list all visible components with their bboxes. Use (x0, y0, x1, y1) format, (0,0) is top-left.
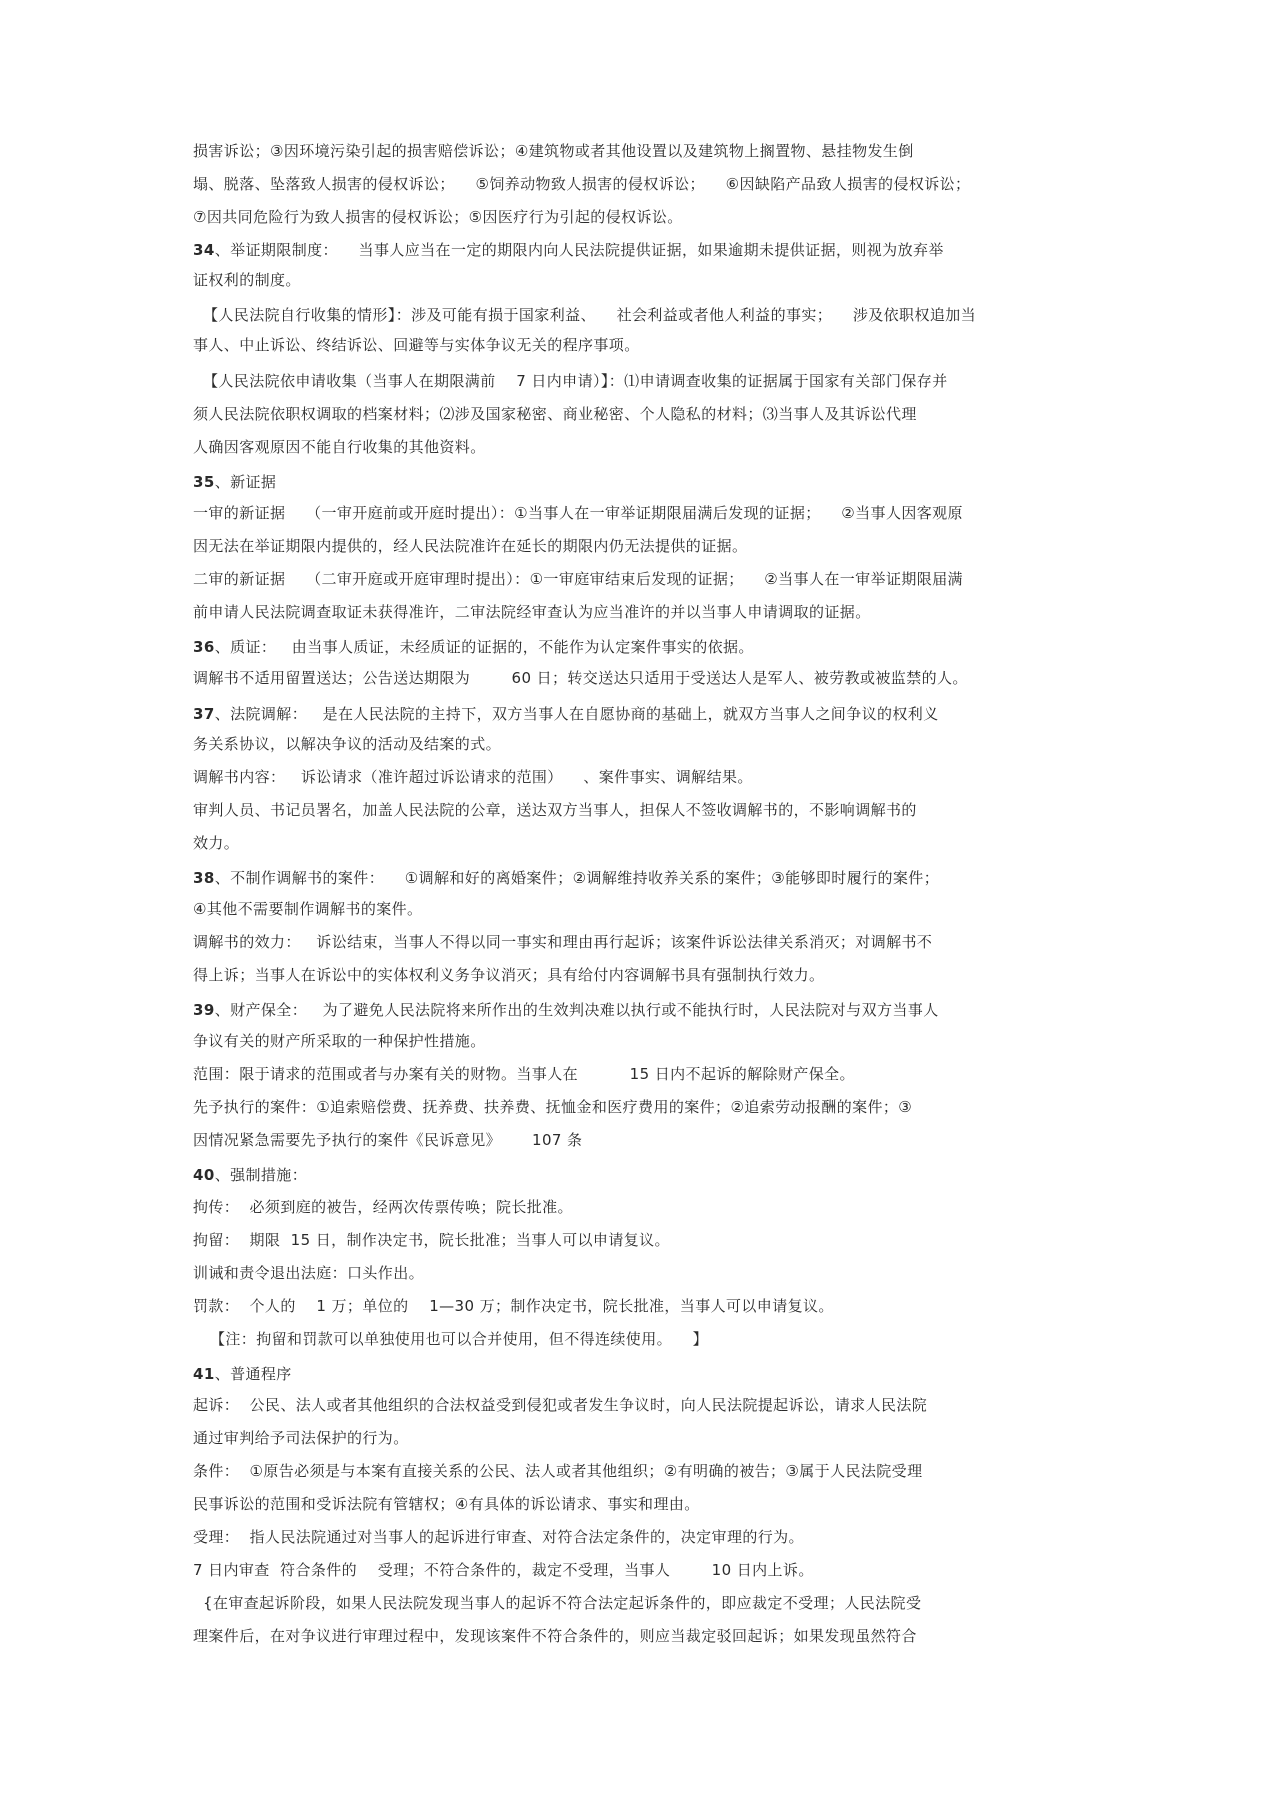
text-line: 损害诉讼；③因环境污染引起的损害赔偿诉讼；④建筑物或者其他设置以及建筑物上搁置物、悬挂物发生倒 (193, 142, 914, 160)
section-number: 40 (193, 1166, 215, 1184)
text-line: 调解书内容： 诉讼请求（准许超过诉讼请求的范围） 、案件事实、调解结果。 (193, 768, 753, 786)
text-line: 条件： ①原告必须是与本案有直接关系的公民、法人或者其他组织；②有明确的被告；③属于人民法院受理 (193, 1462, 923, 1480)
text-line: 拘传： 必须到庭的被告，经两次传票传唤；院长批准。 (193, 1198, 573, 1216)
text-line: 、不制作调解书的案件： ①调解和好的离婚案件；②调解维持收养关系的案件；③能够即时履行的案件； (214, 869, 940, 887)
text-line: 训诫和责令退出法庭：口头作出。 (193, 1264, 425, 1282)
text-line: 范围：限于请求的范围或者与办案有关的财物。当事人在 15 日内不起诉的解除财产保全。 (193, 1065, 855, 1083)
text-line: 民事诉讼的范围和受诉法院有管辖权；④有具体的诉讼请求、事实和理由。 (193, 1495, 700, 1513)
text-line: 人确因客观原因不能自行收集的其他资料。 (193, 438, 486, 456)
text-line: 、普通程序 (214, 1365, 292, 1383)
text-line: 【人民法院自行收集的情形】：涉及可能有损于国家利益、 社会利益或者他人利益的事实； 涉及依职权追加当 (203, 306, 977, 324)
text-line: 、财产保全： 为了避免人民法院将来所作出的生效判决难以执行或不能执行时，人民法院对与双方当事人 (214, 1001, 939, 1019)
text-line: 、举证期限制度： 当事人应当在一定的期限内向人民法院提供证据，如果逾期未提供证据，则视为放弃举 (214, 241, 944, 259)
text-line: 塌、脱落、坠落致人损害的侵权诉讼； ⑤饲养动物致人损害的侵权诉讼； ⑥因缺陷产品致人损害的侵权诉讼； (193, 175, 971, 193)
section-36 (193, 637, 754, 657)
section-41 (193, 1364, 292, 1384)
section-number: 37 (193, 705, 215, 723)
text-line: ④其他不需要制作调解书的案件。 (193, 900, 423, 918)
text-line: 一审的新证据 （一审开庭前或开庭时提出）：①当事人在一审举证期限届满后发现的证据； ②当事人因客观原 (193, 504, 963, 522)
section-34 (193, 240, 944, 260)
text-line: 事人、中止诉讼、终结诉讼、回避等与实体争议无关的程序事项。 (193, 336, 640, 354)
text-line: 通过审判给予司法保护的行为。 (193, 1429, 409, 1447)
text-line: 拘留： 期限 15 日，制作决定书，院长批准；当事人可以申请复议。 (193, 1231, 670, 1249)
text-line: 争议有关的财产所采取的一种保护性措施。 (193, 1032, 486, 1050)
text-line: 起诉： 公民、法人或者其他组织的合法权益受到侵犯或者发生争议时，向人民法院提起诉讼，请求人民法院 (193, 1396, 928, 1414)
text-line: 受理： 指人民法院通过对当事人的起诉进行审查、对符合法定条件的，决定审理的行为。 (193, 1528, 804, 1546)
section-number: 41 (193, 1365, 215, 1383)
text-line: ⑦因共同危险行为致人损害的侵权诉讼；⑤因医疗行为引起的侵权诉讼。 (193, 208, 683, 226)
text-line: 罚款： 个人的 1 万；单位的 1—30 万；制作决定书，院长批准，当事人可以申请复议。 (193, 1297, 834, 1315)
text-line: 7 日内审查 符合条件的 受理；不符合条件的，裁定不受理，当事人 10 日内上诉。 (193, 1561, 814, 1579)
text-line: 因无法在举证期限内提供的，经人民法院准许在延长的期限内仍无法提供的证据。 (193, 537, 748, 555)
text-line: 因情况紧急需要先予执行的案件《民诉意见》 107 条 (193, 1131, 583, 1149)
text-line: 证权利的制度。 (193, 271, 301, 289)
text-line: 审判人员、书记员署名，加盖人民法院的公章，送达双方当事人，担保人不签收调解书的，不影响调解书的 (193, 801, 917, 819)
section-number: 39 (193, 1001, 215, 1019)
text-line: 调解书不适用留置送达；公告送达期限为 60 日；转交送达只适用于受送达人是军人、被劳教或被监禁的人。 (193, 669, 968, 687)
text-line: 效力。 (193, 834, 240, 852)
section-38 (193, 868, 939, 888)
section-number: 36 (193, 638, 215, 656)
section-35 (193, 472, 276, 492)
text-line: 须人民法院依职权调取的档案材料；⑵涉及国家秘密、商业秘密、个人隐私的材料；⑶当事人及其诉讼代理 (193, 405, 917, 423)
text-line: 调解书的效力： 诉讼结束，当事人不得以同一事实和理由再行起诉；该案件诉讼法律关系消灭；对调解书不 (193, 933, 933, 951)
text-line: 务关系协议，以解决争议的活动及结案的式。 (193, 735, 502, 753)
section-37 (193, 704, 939, 724)
text-line: 先予执行的案件：①追索赔偿费、抚养费、扶养费、抚恤金和医疗费用的案件；②追索劳动报酬的案件；③ (193, 1098, 913, 1116)
text-line: 得上诉；当事人在诉讼中的实体权利义务争议消灭；具有给付内容调解书具有强制执行效力。 (193, 966, 825, 984)
text-line: 理案件后，在对争议进行审理过程中，发现该案件不符合条件的，则应当裁定驳回起诉；如果发现虽然符合 (193, 1627, 917, 1645)
text-line: 、法院调解： 是在人民法院的主持下，双方当事人在自愿协商的基础上，就双方当事人之间争议的权利义 (214, 705, 939, 723)
section-number: 35 (193, 473, 215, 491)
text-line: 、质证： 由当事人质证，未经质证的证据的，不能作为认定案件事实的依据。 (214, 638, 754, 656)
text-line: 【注：拘留和罚款可以单独使用也可以合并使用，但不得连续使用。 】 (210, 1330, 709, 1348)
section-40 (193, 1165, 307, 1185)
section-39 (193, 1000, 939, 1020)
text-line: 、新证据 (214, 473, 277, 491)
text-line: 、强制措施： (214, 1166, 308, 1184)
text-line: 前申请人民法院调查取证未获得准许，二审法院经审查认为应当准许的并以当事人申请调取的证据。 (193, 603, 871, 621)
section-number: 34 (193, 241, 215, 259)
text-line: 二审的新证据 （二审开庭或开庭审理时提出）：①一审庭审结束后发现的证据； ②当事人在一审举证期限届满 (193, 570, 963, 588)
section-number: 38 (193, 869, 215, 887)
text-line: 【人民法院依申请收集（当事人在期限满前 7 日内申请）】：⑴申请调查收集的证据属于国家有关部门保存并 (203, 372, 948, 390)
text-line: {在审查起诉阶段，如果人民法院发现当事人的起诉不符合法定起诉条件的，即应裁定不受理；人民法院受 (203, 1594, 922, 1612)
